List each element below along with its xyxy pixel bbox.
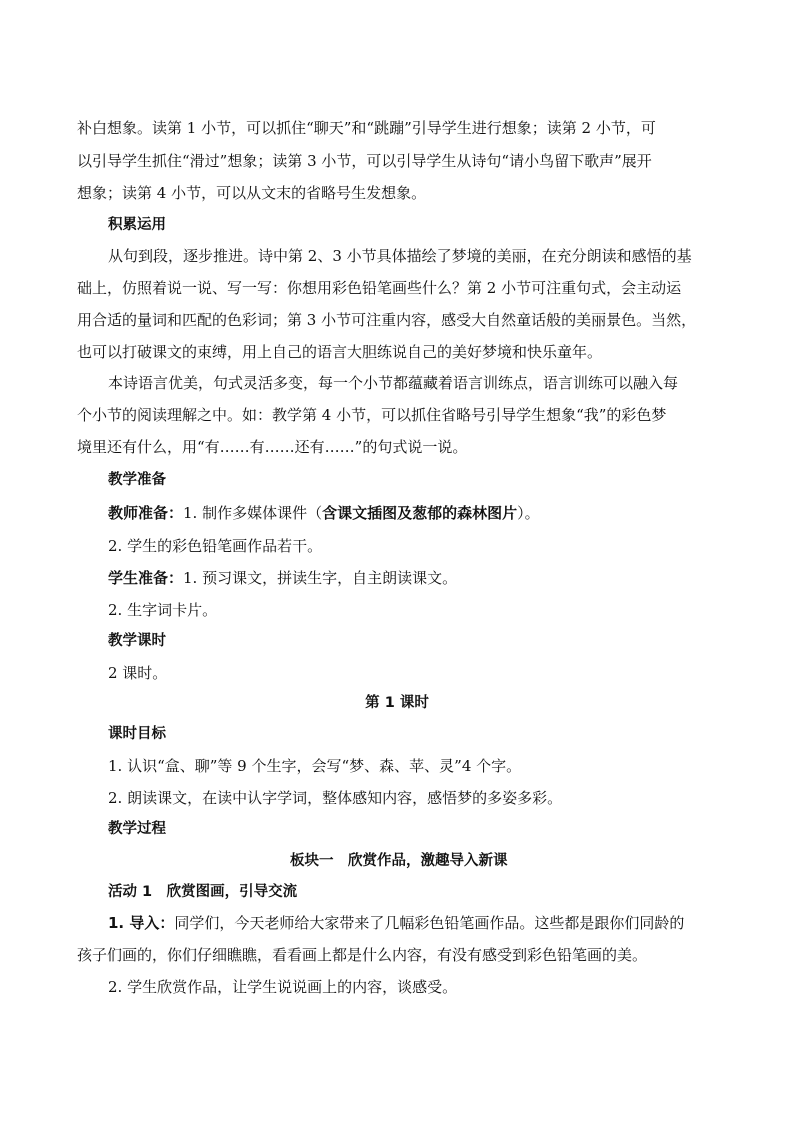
section-heading-mubiao: 课时目标 xyxy=(108,726,166,742)
block-title: 板块一 欣赏作品，激趣导入新课 xyxy=(290,853,508,869)
section-heading-keshi: 教学课时 xyxy=(108,633,166,649)
lesson-count: 2 课时。 xyxy=(108,664,168,682)
step-text: 同学们，今天老师给大家带来了几幅彩色铅笔画作品。这些都是跟你们同龄的 xyxy=(174,914,685,932)
step-line xyxy=(108,913,728,933)
section-heading-zhunbei: 教学准备 xyxy=(108,472,166,488)
lesson-title: 第 1 课时 xyxy=(365,695,429,711)
paragraph-line: 本诗语言优美，句式灵活多变，每一个小节都蕴藏着语言训练点，语言训练可以融入每 xyxy=(108,374,679,392)
student-prep-label: 学生准备： xyxy=(108,569,184,587)
teacher-prep-label: 教师准备： xyxy=(108,504,184,522)
paragraph-line: 以引导学生抓住“滑过”想象；读第 3 小节，可以引导学生从诗句“请小鸟留下歌声”展开 xyxy=(77,152,652,170)
section-heading-jilei: 积累运用 xyxy=(108,217,166,233)
step-line: 2. 学生欣赏作品，让学生说说画上的内容，谈感受。 xyxy=(108,978,458,996)
step-label: 1. 导入： xyxy=(108,914,175,932)
goal-item: 1. 认识“盒、聊”等 9 个生字，会写“梦、森、苹、灵”4 个字。 xyxy=(108,757,522,775)
paragraph-line: 想象；读第 4 小节，可以从文末的省略号生发想象。 xyxy=(77,184,427,202)
teacher-prep-item: 2. 学生的彩色铅笔画作品若干。 xyxy=(108,537,323,555)
student-prep-line xyxy=(108,568,728,588)
paragraph-line: 境里还有什么，用“有……有……还有……”的句式说一说。 xyxy=(77,438,468,456)
teacher-prep-bold-text: 含课文插图及葱郁的森林图片 xyxy=(322,504,518,522)
goal-item: 2. 朗读课文，在读中认字学词，整体感知内容，感悟梦的多姿多彩。 xyxy=(108,789,563,807)
teacher-prep-text-end: ）。 xyxy=(517,504,540,522)
teacher-prep-text: 1. 制作多媒体课件（ xyxy=(183,504,323,522)
section-heading-guocheng: 教学过程 xyxy=(108,821,166,837)
student-prep-item: 2. 生字词卡片。 xyxy=(108,601,218,619)
paragraph-line: 从句到段，逐步推进。诗中第 2、3 小节具体描绘了梦境的美丽，在充分朗读和感悟的基 xyxy=(108,247,692,265)
paragraph-line: 个小节的阅读理解之中。如：教学第 4 小节，可以抓住省略号引导学生想象“我”的彩色梦 xyxy=(77,406,667,424)
paragraph-line: 补白想象。读第 1 小节，可以抓住“聊天”和“跳蹦”引导学生进行想象；读第 2 小节，可 xyxy=(77,119,656,137)
paragraph-line: 孩子们画的，你们仔细瞧瞧，看看画上都是什么内容，有没有感受到彩色铅笔画的美。 xyxy=(77,946,648,964)
activity-title: 活动 1 欣赏图画，引导交流 xyxy=(108,884,298,900)
paragraph-line: 础上，仿照着说一说、写一写：你想用彩色铅笔画些什么？第 2 小节可注重句式，会主动运 xyxy=(77,279,682,297)
paragraph-line: 也可以打破课文的束缚，用上自己的语言大胆练说自己的美好梦境和快乐童年。 xyxy=(77,343,603,361)
teacher-prep-line xyxy=(108,503,728,523)
paragraph-line: 用合适的量词和匹配的色彩词；第 3 小节可注重内容，感受大自然童话般的美丽景色。当然， xyxy=(77,311,697,329)
student-prep-text: 1. 预习课文，拼读生字，自主朗读课文。 xyxy=(183,569,458,587)
